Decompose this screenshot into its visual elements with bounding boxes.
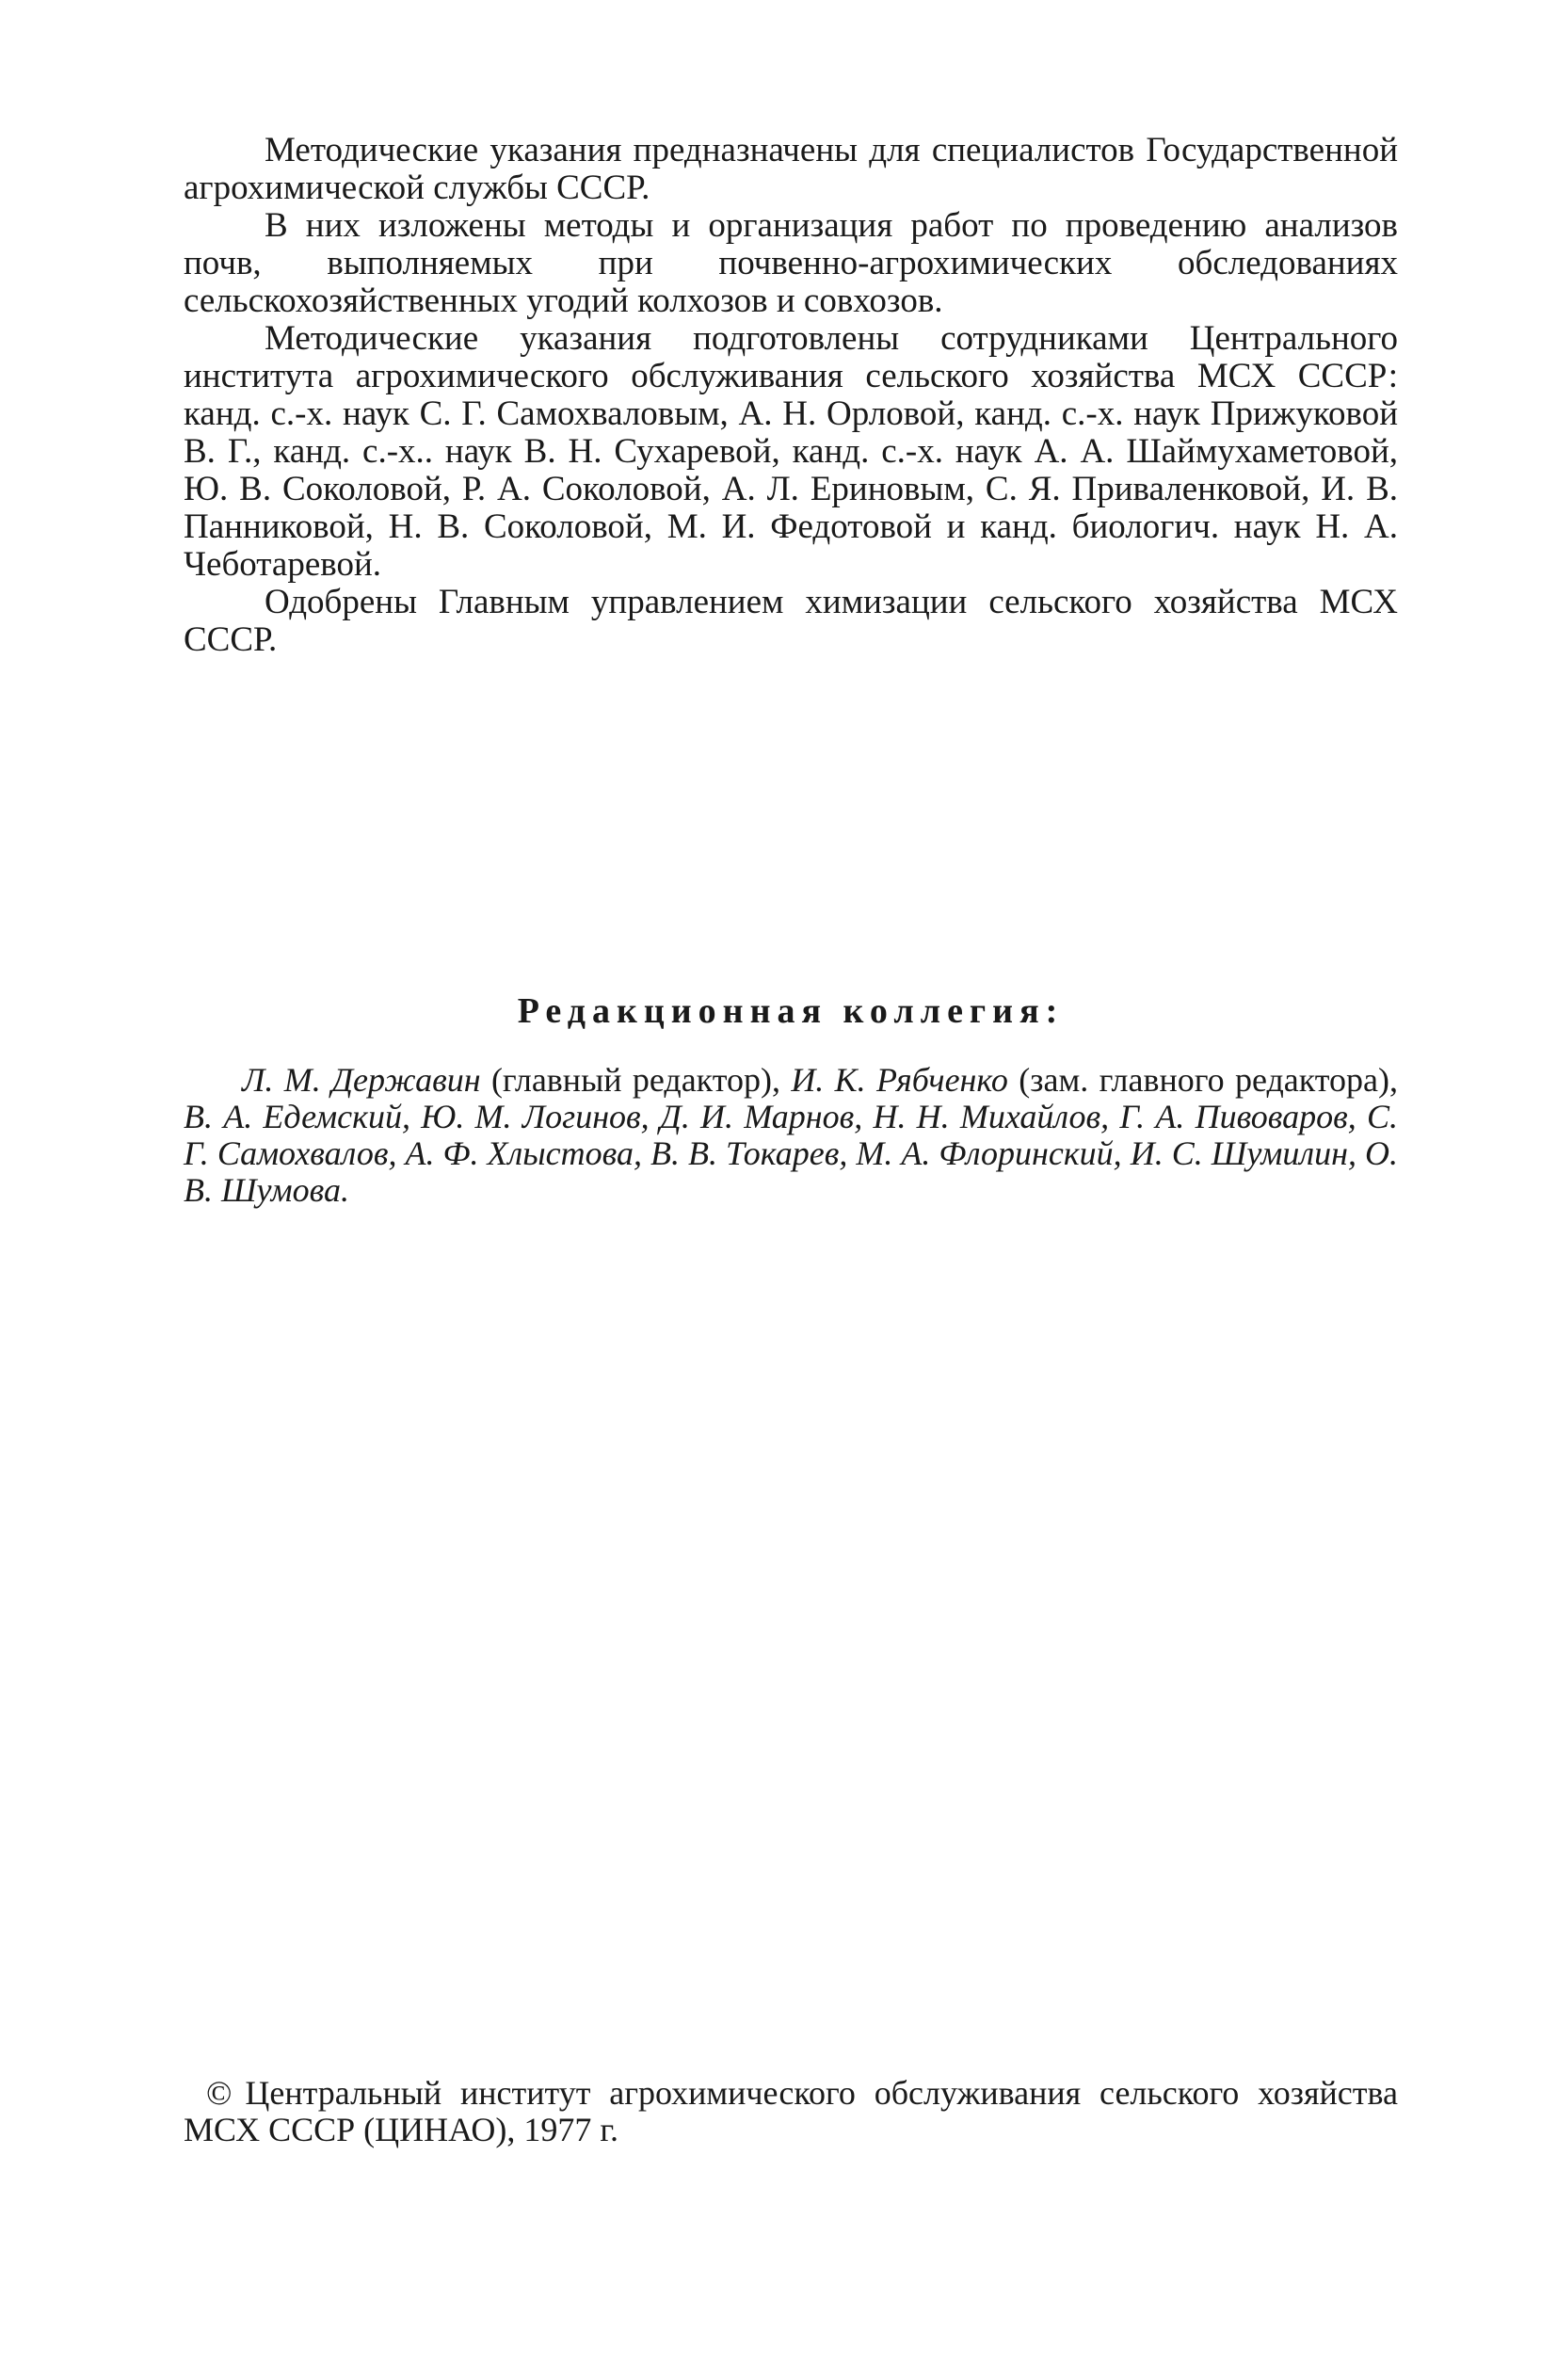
deputy-editor-role: (зам. главного редактора), <box>1007 1061 1398 1099</box>
chief-editor-name: Л. М. Державин <box>242 1061 481 1099</box>
board-members: В. А. Едемский, Ю. М. Логинов, Д. И. Марнов, Н. Н. Михайлов, Г. А. Пивоваров, С. Г. Самохвалов, А. Ф. Хлыстова, В. В. Токарев, М. А. Флоринский, И. С. Шумилин, О. В. Шумова. <box>184 1098 1398 1209</box>
copyright-icon: © <box>206 2074 233 2112</box>
editorial-board-section <box>184 1062 1398 1209</box>
intro-paragraph-authors: Методические указания подготовлены сотрудниками Центрального института агрохимического обслуживания сельского хозяйства МСХ СССР: канд. с.-х. наук С. Г. Самохваловым, А. Н. Орловой, канд. с.-х. наук Прижуковой В. Г., канд. с.-х.. наук В. Н. Сухаревой, канд. с.-х. наук А. А. Шаймухаметовой, Ю. В. Соколовой, Р. А. Соколовой, А. Л. Ериновым, С. Я. Приваленковой, И. В. Панниковой, Н. В. Соколовой, М. И. Федотовой и канд. биологич. наук Н. А. Чеботаревой. <box>184 319 1398 584</box>
editorial-board-heading: Редакционная коллегия: <box>517 991 1065 1031</box>
intro-paragraph-approval: Одобрены Главным управлением химизации сельского хозяйства МСХ СССР. <box>184 583 1398 659</box>
intro-paragraph-contents: В них изложены методы и организация работ по проведению анализов почв, выполняемых при почвенно-агрохимических обследованиях сельскохозяйственных угодий колхозов и совхозов. <box>184 206 1398 320</box>
copyright-text: Центральный институт агрохимического обслуживания сельского хозяйства МСХ СССР (ЦИНАО), 1977 г. <box>184 2074 1398 2148</box>
intro-paragraph-purpose: Методические указания предназначены для специалистов Государственной агрохимической службы СССР. <box>184 131 1398 207</box>
copyright-section <box>184 2075 1398 2148</box>
deputy-editor-name: И. К. Рябченко <box>791 1061 1008 1099</box>
editorial-board-list <box>184 1062 1398 1209</box>
chief-editor-role: (главный редактор), <box>480 1061 792 1099</box>
intro-section <box>184 132 1398 659</box>
copyright-notice <box>184 2075 1398 2148</box>
